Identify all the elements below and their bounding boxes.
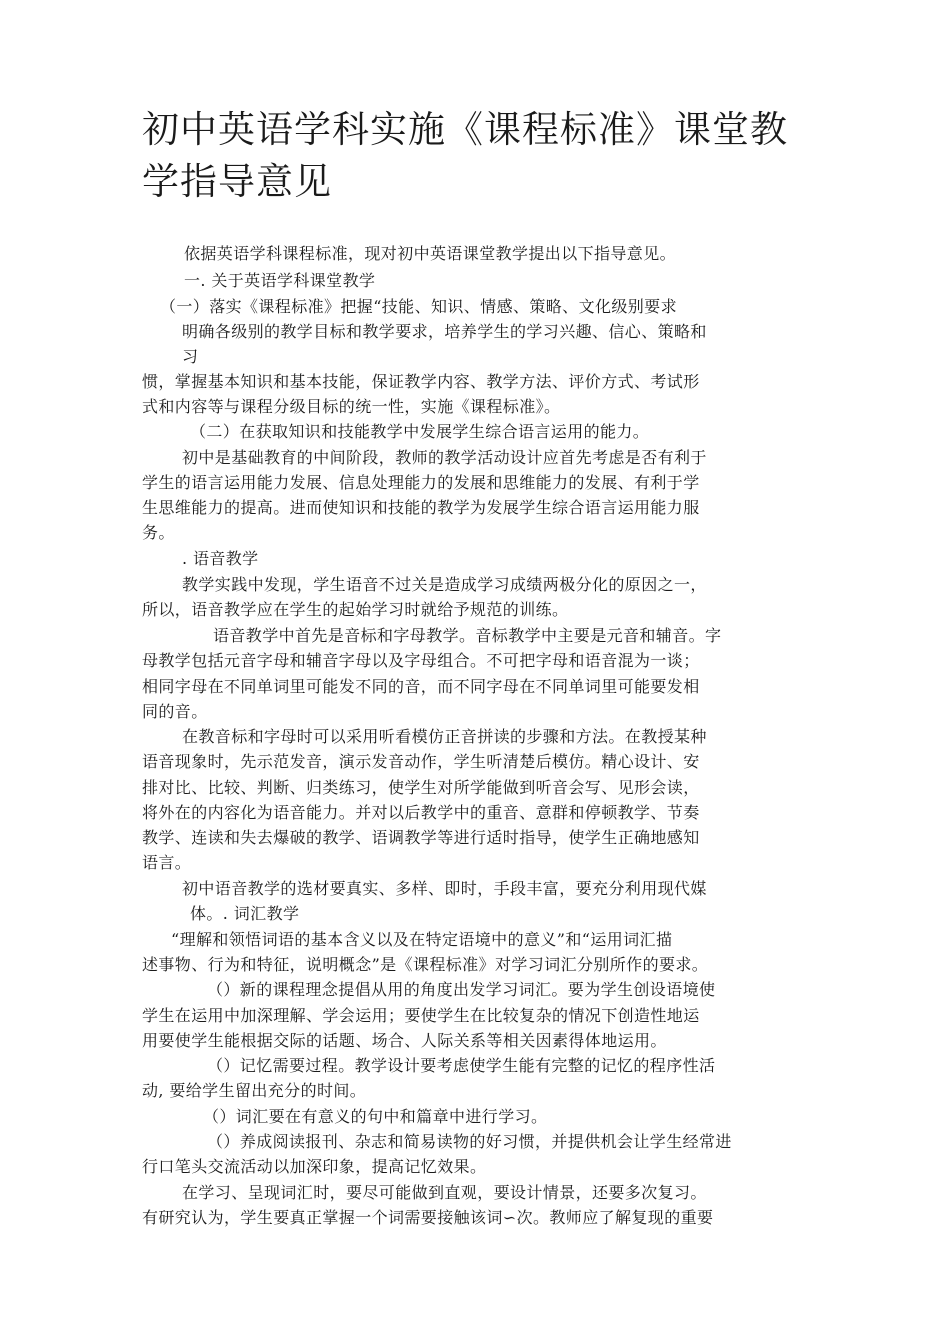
- paragraph-line: 生思维能力的提高。进而使知识和技能的教学为发展学生综合语言运用能力服: [142, 498, 700, 517]
- paragraph-line: “理解和领悟词语的基本含义以及在特定语境中的意义”和“运用词汇描: [171, 930, 673, 949]
- paragraph-line: 务。: [142, 523, 175, 542]
- paragraph-line: 所以，语音教学应在学生的起始学习时就给予规范的训练。: [142, 600, 569, 619]
- subsection-heading: （一）落实《课程标准》把握“技能、知识、情感、策略、文化级别要求: [160, 297, 677, 316]
- list-item: （）养成阅读报刊、杂志和简易读物的好习惯，并提供机会让学生经常进: [207, 1132, 732, 1151]
- subsection-heading: （二）在获取知识和技能教学中发展学生综合语言运用的能力。: [190, 422, 650, 441]
- section-heading: 一. 关于英语学科课堂教学: [184, 271, 376, 290]
- paragraph-line: 初中是基础教育的中间阶段，教师的教学活动设计应首先考虑是否有利于: [182, 448, 707, 467]
- list-item: （）新的课程理念提倡从用的角度出发学习词汇。要为学生创设语境使: [207, 980, 716, 999]
- section-heading: . 语音教学: [182, 549, 259, 568]
- paragraph-line: 语言。: [142, 853, 192, 872]
- paragraph-line: 将外在的内容化为语音能力。并对以后教学中的重音、意群和停顿教学、节奏: [142, 803, 700, 822]
- paragraph-line: 习: [182, 347, 199, 366]
- paragraph-line: 明确各级别的教学目标和教学要求，培养学生的学习兴趣、信心、策略和: [182, 322, 707, 341]
- paragraph-line: 同的音。: [142, 702, 208, 721]
- paragraph-line: 语音教学中首先是音标和字母教学。音标教学中主要是元音和辅音。字: [213, 626, 722, 645]
- document-title: [142, 104, 822, 208]
- paragraph-line: 排对比、比较、判断、归类练习，使学生对所学能做到听音会写、见形会读，: [142, 778, 700, 797]
- paragraph-line: 在学习、呈现词汇时，要尽可能做到直观，要设计情景，还要多次复习。: [182, 1183, 707, 1202]
- paragraph-line: 语音现象时，先示范发音，演示发音动作，学生听清楚后模仿。精心设计、安: [142, 752, 700, 771]
- paragraph-line: 用要使学生能根据交际的话题、场合、人际关系等相关因素得体地运用。: [142, 1031, 667, 1050]
- paragraph-line: 教学实践中发现，学生语音不过关是造成学习成绩两极分化的原因之一，: [182, 575, 707, 594]
- paragraph-line: 述事物、行为和特征，说明概念”是《课程标准》对学习词汇分别所作的要求。: [142, 955, 709, 974]
- paragraph-line: 相同字母在不同单词里可能发不同的音，而不同字母在不同单词里可能要发相: [142, 677, 700, 696]
- paragraph-line: 有研究认为，学生要真正掌握一个词需要接触该词∽次。教师应了解复现的重要: [142, 1208, 714, 1227]
- paragraph-line: 学生的语言运用能力发展、信息处理能力的发展和思维能力的发展、有利于学: [142, 473, 700, 492]
- paragraph-line: 行口笔头交流活动以加深印象，提高记忆效果。: [142, 1157, 487, 1176]
- paragraph-line: 教学、连读和失去爆破的教学、语调教学等进行适时指导，使学生正确地感知: [142, 828, 700, 847]
- title-line-2: 学指导意见: [142, 160, 332, 203]
- list-item: （）词汇要在有意义的句中和篇章中进行学习。: [203, 1107, 548, 1126]
- paragraph-line: 学生在运用中加深理解、学会运用；要使学生在比较复杂的情况下创造性地运: [142, 1006, 700, 1025]
- list-item: （）记忆需要过程。教学设计要考虑使学生能有完整的记忆的程序性活: [207, 1056, 716, 1075]
- paragraph-line: 惯，掌握基本知识和基本技能，保证教学内容、教学方法、评价方式、考试形: [142, 372, 700, 391]
- paragraph-line: 动, 要给学生留出充分的时间。: [142, 1081, 367, 1100]
- paragraph-line: 依据英语学科课程标准，现对初中英语课堂教学提出以下指导意见。: [184, 244, 677, 263]
- paragraph-line: 在教音标和字母时可以采用听看模仿正音拼读的步骤和方法。在教授某种: [182, 727, 707, 746]
- paragraph-line: 母教学包括元音字母和辅音字母以及字母组合。不可把字母和语音混为一谈；: [142, 651, 700, 670]
- paragraph-line: 式和内容等与课程分级目标的统一性，实施《课程标准》。: [142, 397, 561, 416]
- title-line-1: 初中英语学科实施《课程标准》课堂教: [142, 108, 788, 151]
- section-heading: 体。. 词汇教学: [190, 904, 300, 923]
- paragraph-line: 初中语音教学的选材要真实、多样、即时，手段丰富，要充分利用现代媒: [182, 879, 707, 898]
